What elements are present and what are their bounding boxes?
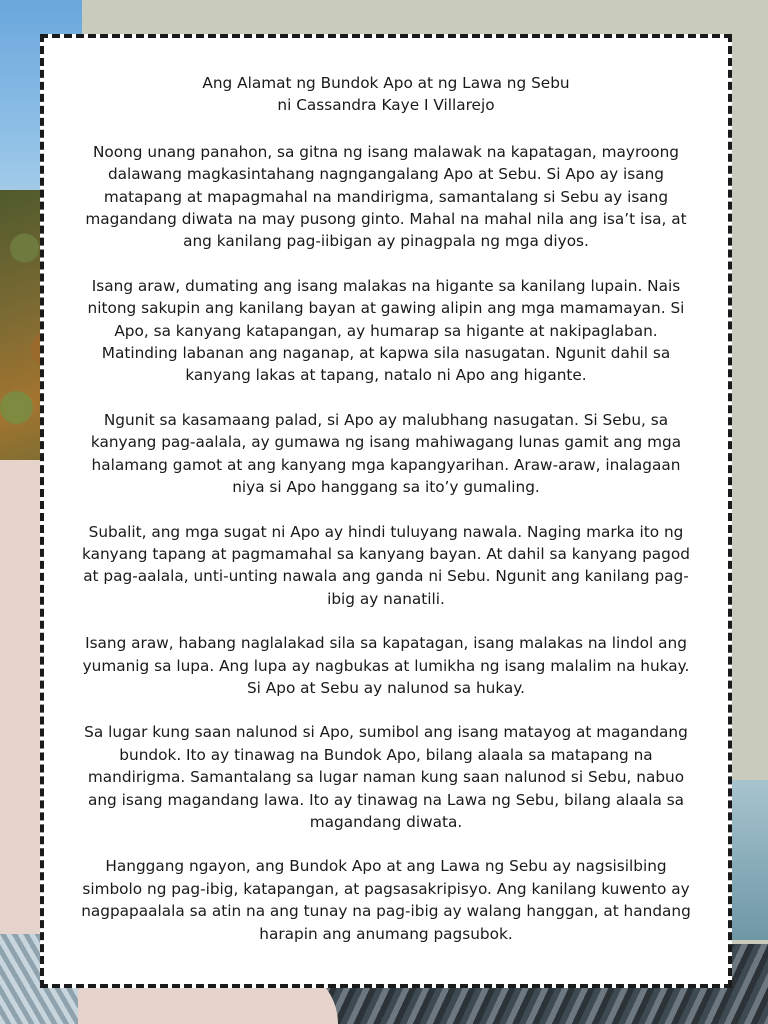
story-card (40, 34, 732, 988)
story-author: ni Cassandra Kaye I Villarejo (277, 96, 495, 115)
story-paragraph-7: Hanggang ngayon, ang Bundok Apo at ang Lawa ng Sebu ay nagsisilbing simbolo ng pag-ibig, katapangan, at pagsasakripisyo. Ang kanilang kuwento ay nagpapaalala sa atin na ang tunay na pag-ibig ay walang hanggan, at handang harapin ang anumang pagsubok. (81, 857, 691, 943)
story-paragraph-2: Isang araw, dumating ang isang malakas na higante sa kanilang lupain. Nais nitong sakupin ang kanilang bayan at gawing alipin ang mga mamamayan. Si Apo, sa kanyang katapangan, ay humarap sa higante at nakipaglaban. Matinding labanan ang naganap, at kapwa sila nasugatan. Ngunit dahil sa kanyang lakas at tapang, natalo ni Apo ang higante. (87, 276, 685, 385)
story-paragraph-6: Sa lugar kung saan nalunod si Apo, sumibol ang isang matayog at magandang bundok. Ito ay tinawag na Bundok Apo, bilang alaala sa matapang na mandirigma. Samantalang sa lugar naman kung saan nalunod si Sebu, nabuo ang isang magandang lawa. Ito ay tinawag na Lawa ng Sebu, bilang alaala sa magandang diwata. (84, 723, 688, 831)
story-paragraph-5: Isang araw, habang naglalakad sila sa kapatagan, isang malakas na lindol ang yumanig sa lupa. Ang lupa ay nagbukas at lumikha ng isang malalim na hukay. Si Apo at Sebu ay nalunod sa hukay. (82, 634, 690, 697)
story-content (44, 72, 728, 945)
story-paragraph-3: Ngunit sa kasamaang palad, si Apo ay malubhang nasugatan. Si Sebu, sa kanyang pag-aalala, ay gumawa ng isang mahiwagang lunas gamit ang mga halamang gamot at ang kanyang mga kapangyarihan. Araw-araw, inalagaan niya si Apo hanggang sa ito’y gumaling. (90, 410, 682, 497)
story-paragraph-4: Subalit, ang mga sugat ni Apo ay hindi tuluyang nawala. Naging marka ito ng kanyang tapang at pagmamahal sa kanyang bayan. At dahil sa kanyang pagod at pag-aalala, unti-unting nawala ang ganda ni Sebu. Ngunit ang kanilang pag-ibig ay nanatili. (82, 522, 690, 608)
story-paragraph-1: Noong unang panahon, sa gitna ng isang malawak na kapatagan, mayroong dalawang magkasintahang nagngangalang Apo at Sebu. Si Apo ay isang matapang at mapagmahal na mandirigma, samantalang si Sebu ay isang magandang diwata na may pusong ginto. Mahal na mahal nila ang isa’t isa, at ang kanilang pag-iibigan ay pinagpala ng mga diyos. (85, 142, 687, 251)
story-title: Ang Alamat ng Bundok Apo at ng Lawa ng Sebu (202, 74, 570, 92)
